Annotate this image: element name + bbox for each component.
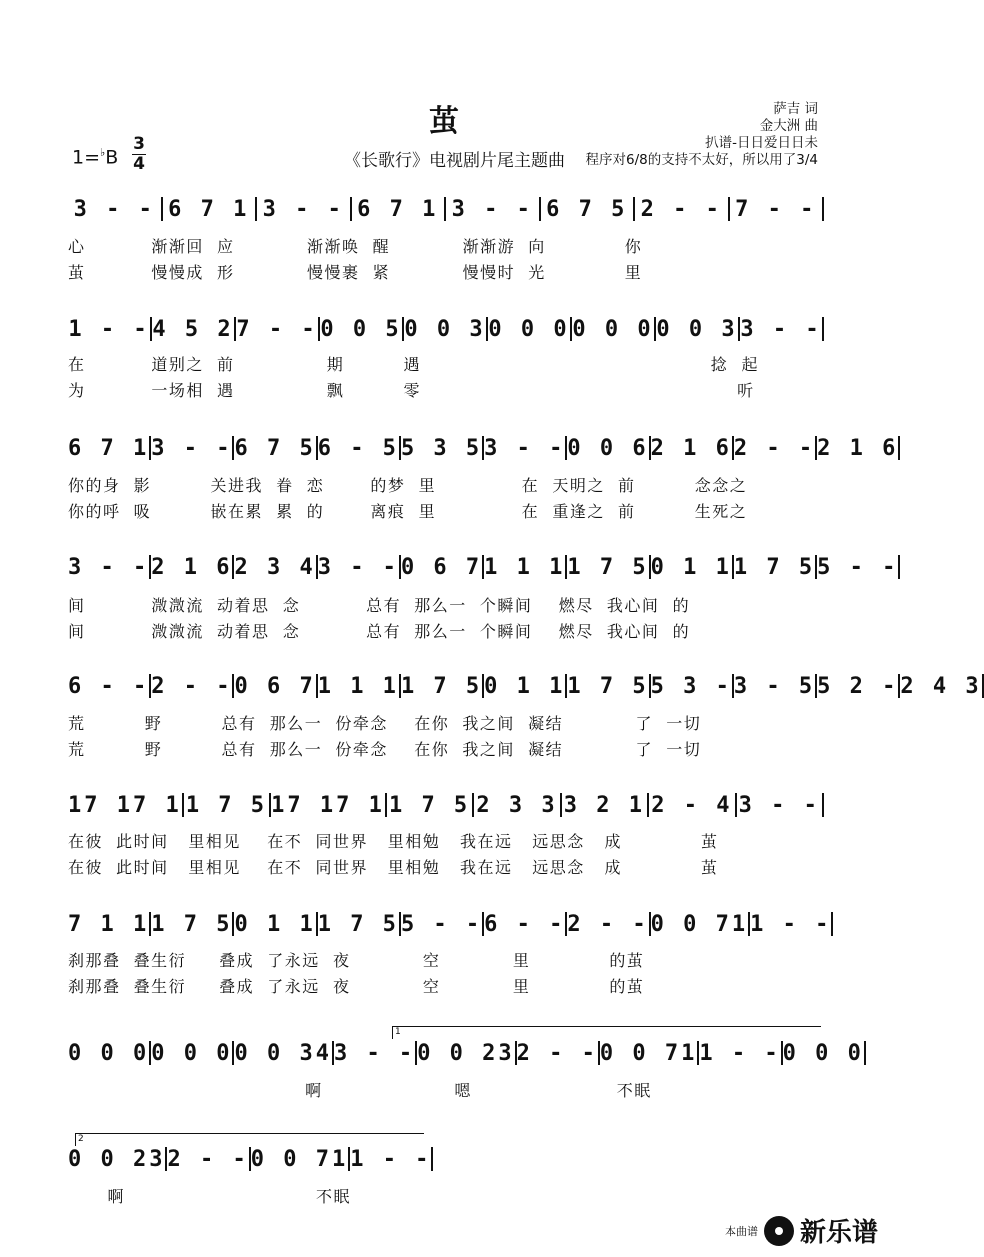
time-bottom: 4 [133,154,145,174]
measure: 0 0 23 [417,1040,515,1066]
measure: 2 - - [640,196,722,222]
measure: 1 - - [699,1040,781,1066]
measure: 6 7 5 [234,435,316,461]
measure: 0 0 71 [599,1040,698,1066]
bar-line [982,674,984,698]
measure: 6 7 1 [68,435,150,461]
transcriber: 扒谱-日日爱日日未 [705,135,818,151]
measure: 2 - - [167,1146,249,1172]
measure: 2 - - [733,435,816,461]
lyric-line: 间 溦溦流 动着思 念 总有 那么一 个瞬间 燃尽 我心间 的 [68,596,691,615]
lyric-line: 荒 野 总有 那么一 份牵念 在你 我之间 凝结 了 一切 [68,714,702,733]
measure: 1 7 5 [317,911,399,937]
measure: 1 7 5 [567,554,649,580]
composer: 金大洲 曲 [759,118,818,134]
key-note: B [105,146,119,169]
key-prefix: 1= [72,146,101,169]
measure: 5 3 - [650,673,732,699]
lyric-line: 在彼 此时间 里相见 在不 同世界 里相勉 我在远 远思念 成 茧 [68,858,719,877]
measure: 2 1 6 [151,554,233,580]
measure: 0 0 0 [151,1040,233,1066]
bar-line [864,1041,866,1065]
measure: 3 2 1 [563,792,646,818]
measure: 2 3 3 [476,792,558,818]
lyric-line: 刹那叠 叠生衍 叠成 了永远 夜 空 里 的茧 [68,977,645,996]
measure: 1 7 5 [388,792,471,818]
time-signature [132,136,146,173]
bar-line [822,197,824,221]
measure: 1 1 1 [484,554,566,580]
measure: 5 - - [400,911,483,937]
lyric-line: 心 渐渐回 应 渐渐唤 醒 渐渐游 向 你 [68,237,643,256]
lyric-line: 刹那叠 叠生衍 叠成 了永远 夜 空 里 的茧 [68,951,645,970]
measure: 1 1 1 [317,673,399,699]
measure: 17 17 1 [271,792,385,818]
measure: 6 - - [68,673,150,699]
measure: 0 1 1 [484,673,566,699]
credits [586,101,818,169]
bar-line [822,317,824,341]
measure: 3 - - [484,435,566,461]
notation-row [68,794,824,816]
measure: 2 4 3 [900,673,982,699]
measure: 7 - - [236,316,318,342]
measure: 5 3 5 [400,435,483,461]
measure: 0 0 0 [488,316,570,342]
measure: 1 - - [350,1146,432,1172]
lyric-line: 荒 野 总有 那么一 份牵念 在你 我之间 凝结 了 一切 [68,740,702,759]
measure: 0 6 7 [234,673,316,699]
measure: 17 17 1 [68,792,182,818]
volta-1-label: 1 [395,1027,401,1037]
measure: 0 0 5 [320,316,402,342]
measure: 3 - - [333,1040,416,1066]
footer-brand: 新乐谱 [799,1218,878,1248]
measure: 0 1 1 [650,554,732,580]
measure: 1 7 5 [400,673,483,699]
volta-2 [75,1133,424,1146]
measure: 2 - - [516,1040,598,1066]
measure: 5 - - [817,554,899,580]
measure: 0 1 1 [234,911,316,937]
volta-1 [392,1026,821,1039]
measure: 6 7 5 [546,196,628,222]
measure: 1 - - [750,911,832,937]
measure: 3 - - [68,554,150,580]
measure: 2 - - [567,911,649,937]
measure: 0 0 0 [572,316,654,342]
lyric-line: 茧 慢慢成 形 慢慢裹 紧 慢慢时 光 里 [68,263,643,282]
measure: 2 - 4 [651,792,733,818]
time-top: 3 [133,134,145,154]
measure: 2 1 6 [817,435,899,461]
measure: 1 - - [68,316,150,342]
lyric-line: 在彼 此时间 里相见 在不 同世界 里相勉 我在远 远思念 成 茧 [68,832,719,851]
notation-row [68,911,832,937]
lyric-line: 你的身 影 关进我 眷 恋 的梦 里 在 天明之 前 念念之 [68,476,748,495]
measure: 3 - 5 [733,673,816,699]
lyric-line: 在 道别之 前 期 遇 捻 起 [68,355,759,374]
format-note: 程序对6/8的支持不太好，所以用了3/4 [585,152,818,168]
lyric-line: 啊 不眠 [68,1187,352,1206]
lyric-line: 间 溦溦流 动着思 念 总有 那么一 个瞬间 燃尽 我心间 的 [68,622,691,641]
footer [725,1212,878,1249]
footer-small-text: 本曲谱 [724,1224,758,1238]
measure: 2 - - [151,673,233,699]
notation-row [68,554,899,580]
bar-line [831,912,833,936]
measure: 0 0 23 [68,1146,166,1172]
measure: 3 - - [73,196,155,222]
measure: 0 0 3 [404,316,486,342]
measure: 0 0 34 [234,1040,332,1066]
measure: 7 - - [735,196,817,222]
volta-2-label: 2 [78,1134,84,1144]
measure: 2 1 6 [650,435,732,461]
lyric-line: 为 一场相 遇 飘 零 听 [68,381,755,400]
measure: 1 7 5 [567,673,649,699]
measure: 6 7 1 [168,196,250,222]
measure: 1 7 5 [185,792,268,818]
measure: 1 7 5 [733,554,816,580]
song-title: 茧 [429,104,459,139]
key-flat: ♭ [100,146,106,159]
measure: 7 1 1 [68,911,150,937]
notation-row [68,673,982,699]
notation-row [68,1148,430,1170]
bar-line [822,793,824,817]
bar-line [431,1147,433,1171]
measure: 3 - - [738,792,820,818]
bar-line [898,436,900,460]
measure: 0 0 71 [650,911,749,937]
logo-icon [764,1216,794,1246]
measure: 0 0 0 [782,1040,864,1066]
measure: 0 6 7 [400,554,483,580]
notation-row [68,318,824,340]
measure: 3 - - [740,316,822,342]
measure: 5 2 - [817,673,899,699]
measure: 4 5 2 [152,316,234,342]
measure: 6 - 5 [317,435,399,461]
measure: 1 7 5 [151,911,233,937]
lyricist: 萨吉 词 [773,101,818,117]
lyric-line: 啊 嗯 不眠 [68,1081,652,1100]
measure: 6 7 1 [357,196,439,222]
measure: 3 - - [151,435,233,461]
measure: 0 0 3 [656,316,738,342]
notation-row [68,435,899,461]
notation-row [68,198,824,220]
notation-row [68,1040,864,1066]
measure: 6 - - [484,911,566,937]
bar-line [898,555,900,579]
measure: 0 0 0 [68,1040,150,1066]
measure: 3 - - [317,554,399,580]
lyric-line: 你的呼 吸 嵌在累 累 的 离痕 里 在 重逢之 前 生死之 [68,502,748,521]
subtitle: 《长歌行》电视剧片尾主题曲 [344,151,565,171]
key-signature [72,146,118,168]
measure: 3 - - [262,196,344,222]
measure: 3 - - [451,196,533,222]
measure: 2 3 4 [234,554,316,580]
measure: 0 0 6 [567,435,649,461]
measure: 0 0 71 [250,1146,349,1172]
